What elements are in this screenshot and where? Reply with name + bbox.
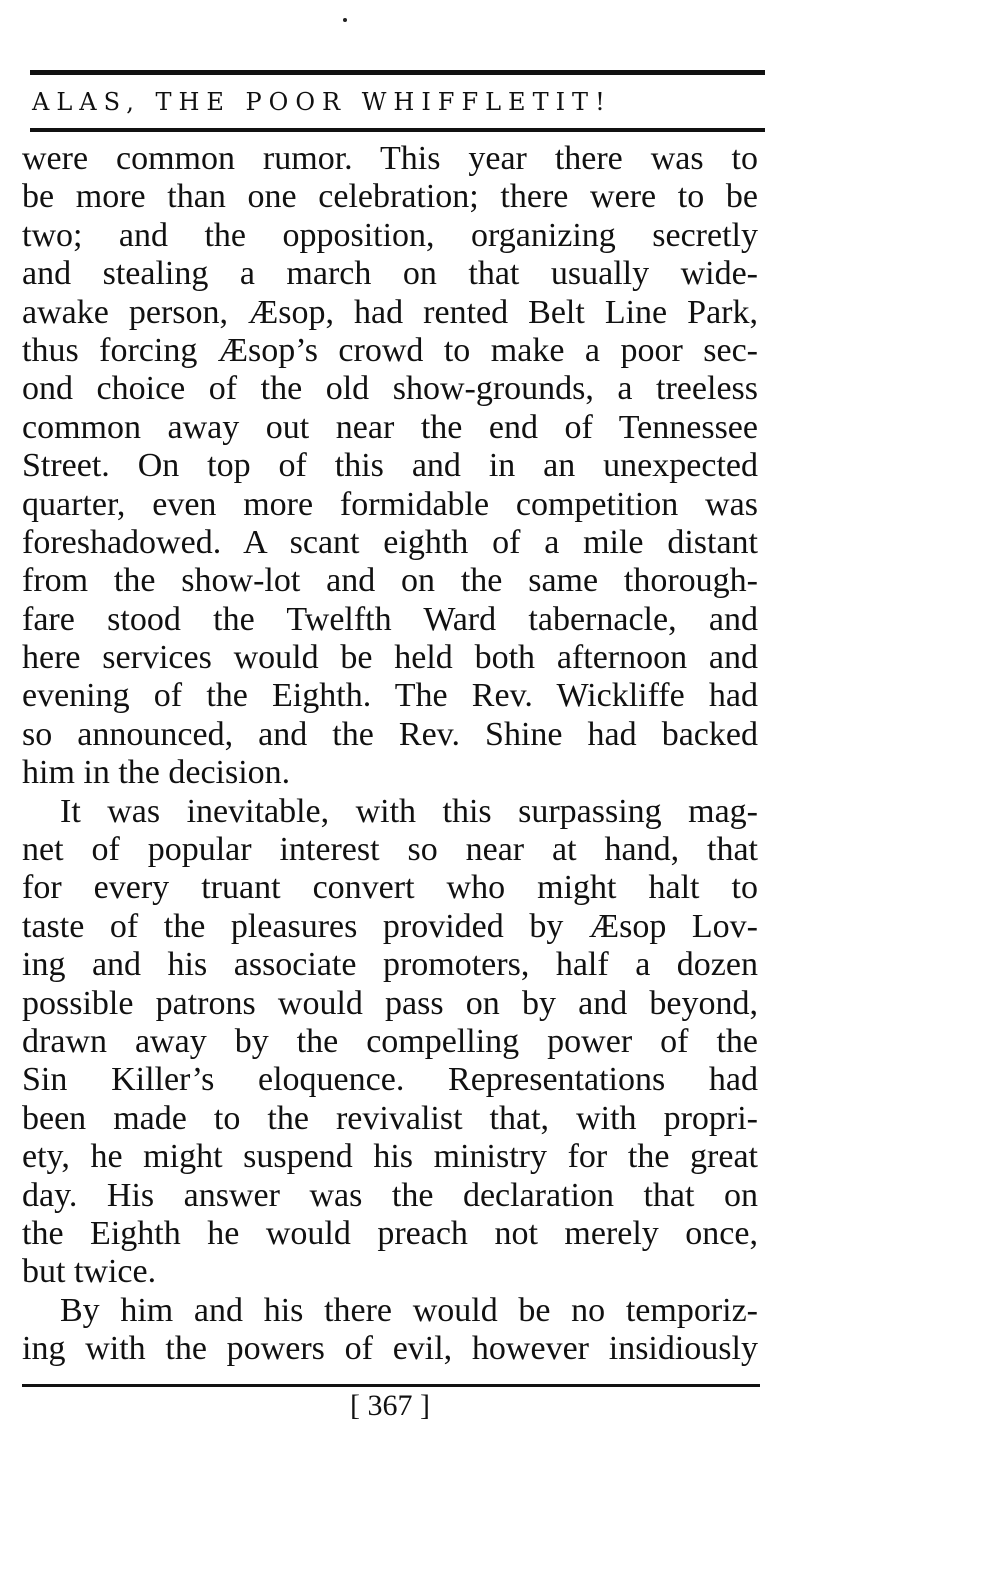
text-line: be more than one celebration; there were to be: [22, 178, 758, 216]
header-rule-bottom: [30, 128, 765, 132]
text-line: for every truant convert who might halt to: [22, 869, 758, 907]
text-line: Street. On top of this and in an unexpected: [22, 447, 758, 485]
text-line: from the show-lot and on the same thorough-: [22, 562, 758, 600]
text-line: but twice.: [22, 1253, 157, 1291]
text-line: here services would be held both afternoon and: [22, 639, 758, 677]
text-line: fare stood the Twelfth Ward tabernacle, and: [22, 600, 758, 638]
text-line: drawn away by the compelling power of the: [22, 1022, 758, 1060]
text-line: awake person, Æsop, had rented Belt Line Park,: [22, 293, 758, 331]
text-line: taste of the pleasures provided by Æsop Lov-: [22, 907, 758, 945]
body-text: [22, 140, 758, 1369]
text-line: foreshadowed. A scant eighth of a mile distant: [22, 523, 758, 561]
text-line: quarter, even more formidable competition was: [22, 485, 758, 523]
text-line: so announced, and the Rev. Shine had backed: [22, 715, 758, 753]
text-line: and stealing a march on that usually wide-: [22, 255, 758, 293]
text-line: ing and his associate promoters, half a dozen: [22, 946, 758, 984]
text-line: net of popular interest so near at hand, that: [22, 831, 758, 869]
text-line: were common rumor. This year there was to: [22, 140, 758, 177]
text-line: two; and the opposition, organizing secretly: [22, 216, 758, 254]
header-rule-top: [30, 70, 765, 75]
text-line: possible patrons would pass on by and beyond,: [22, 984, 758, 1022]
text-line: thus forcing Æsop’s crowd to make a poor sec-: [22, 331, 758, 369]
text-line: Sin Killer’s eloquence. Representations had: [22, 1061, 758, 1099]
text-line: By him and his there would be no temporiz-: [60, 1291, 758, 1329]
running-head: ALAS, THE POOR WHIFFLETIT!: [32, 88, 612, 116]
text-line: day. His answer was the declaration that on: [22, 1176, 758, 1214]
text-line: It was inevitable, with this surpassing mag-: [60, 792, 758, 830]
text-line: been made to the revivalist that, with propri-: [22, 1099, 758, 1137]
text-line: evening of the Eighth. The Rev. Wickliffe had: [22, 677, 758, 715]
text-line: him in the decision.: [22, 754, 291, 792]
text-line: ing with the powers of evil, however insidiously: [22, 1330, 758, 1368]
text-line: the Eighth he would preach not merely once,: [22, 1214, 758, 1252]
text-line: ety, he might suspend his ministry for the great: [22, 1138, 758, 1176]
ink-speck: [343, 18, 347, 22]
text-line: common away out near the end of Tennessee: [22, 408, 758, 446]
text-line: ond choice of the old show-grounds, a treeless: [22, 370, 758, 408]
page-number: [ 367 ]: [350, 1389, 430, 1422]
